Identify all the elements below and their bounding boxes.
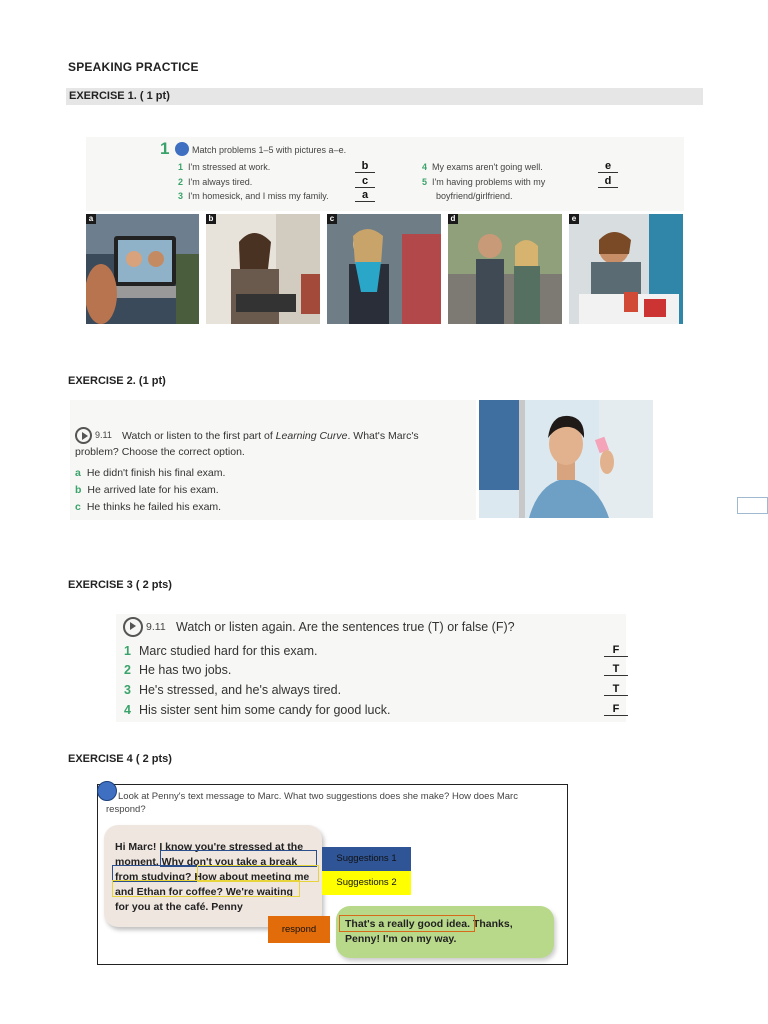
exercise-2-instruction-line-2: problem? Choose the correct option.	[75, 446, 245, 458]
exercise-1-item: 5 I'm having problems with my	[422, 177, 546, 187]
exercise-1-answer[interactable]: c	[355, 175, 375, 188]
picture-tag: e	[569, 214, 579, 224]
exercise-3-answer[interactable]: F	[604, 644, 628, 657]
suggestion-2-highlight	[112, 880, 300, 897]
exercise-2-heading: EXERCISE 2. (1 pt)	[68, 375, 166, 387]
exercise-3-answer[interactable]: T	[604, 663, 628, 676]
empty-text-box[interactable]	[737, 497, 768, 514]
stressed-office-worker-image	[206, 214, 320, 324]
suggestion-1-label: Suggestions 1	[322, 847, 411, 871]
exercise-3-answer[interactable]: T	[604, 683, 628, 696]
penny-message-text: Hi Marc! I know you're stressed at the moment. Why don't you take a break from studying? How about meeting me and Ethan for coffee? We're waiting for you at the café. Penny	[115, 841, 310, 913]
exercise-1-item: 3 I'm homesick, and I miss my family.	[178, 191, 329, 201]
picture-tag: c	[327, 214, 337, 224]
exercise-1-answer[interactable]: d	[598, 175, 618, 188]
video-still-marc	[479, 400, 653, 518]
tired-woman-on-train-image	[327, 214, 441, 324]
exercise-1-item: 1 I'm stressed at work.	[178, 162, 271, 172]
picture-tag: a	[86, 214, 96, 224]
exercise-1-heading-bar	[66, 88, 703, 105]
play-icon[interactable]	[75, 427, 92, 444]
student-stressed-over-exams-image	[569, 214, 683, 324]
exercise-1-item-continued: boyfriend/girlfriend.	[436, 191, 513, 201]
exercise-3-item: 3 He's stressed, and he's always tired.	[124, 683, 342, 697]
picture-a	[86, 214, 199, 324]
exercise-1-number: 1	[160, 139, 170, 158]
marc-reply-text: That's a really good idea. Thanks, Penny! I'm on my way.	[345, 918, 513, 945]
track-number: 9.11	[95, 430, 112, 440]
play-icon[interactable]	[123, 617, 143, 637]
exercise-1-instruction: Match problems 1–5 with pictures a–e.	[192, 145, 347, 155]
exercise-1-heading: EXERCISE 1. ( 1 pt)	[69, 90, 170, 102]
exercise-2-option[interactable]: a He didn't finish his final exam.	[75, 467, 226, 479]
track-number: 9.11	[146, 621, 166, 633]
arguing-couple-image	[448, 214, 562, 324]
picture-tag: b	[206, 214, 216, 224]
laptop-video-call-image	[86, 214, 199, 324]
picture-c	[327, 214, 441, 324]
exercise-1-item: 4 My exams aren't going well.	[422, 162, 543, 172]
exercise-2-option[interactable]: b He arrived late for his exam.	[75, 484, 219, 496]
suggestion-2-label: Suggestions 2	[322, 871, 411, 895]
exercise-1-answer[interactable]: a	[355, 189, 375, 202]
blue-dot-icon	[175, 142, 189, 156]
exercise-3-heading: EXERCISE 3 ( 2 pts)	[68, 579, 172, 591]
exercise-3-item: 2 He has two jobs.	[124, 663, 232, 677]
man-holding-candy-image	[479, 400, 653, 518]
exercise-1-answer[interactable]: e	[598, 160, 618, 173]
respond-label: respond	[268, 916, 330, 943]
picture-tag: d	[448, 214, 458, 224]
picture-b	[206, 214, 320, 324]
picture-e	[569, 214, 683, 324]
exercise-3-item: 1 Marc studied hard for this exam.	[124, 644, 318, 658]
exercise-4-instruction: Look at Penny's text message to Marc. What two suggestions does she make? How does Marc respond?	[106, 791, 518, 815]
page-title: SPEAKING PRACTICE	[68, 60, 199, 74]
exercise-3-instruction: Watch or listen again. Are the sentences true (T) or false (F)?	[176, 620, 515, 634]
exercise-1-item: 2 I'm always tired.	[178, 177, 253, 187]
exercise-4-heading: EXERCISE 4 ( 2 pts)	[68, 753, 172, 765]
picture-d	[448, 214, 562, 324]
exercise-3-item: 4 His sister sent him some candy for good luck.	[124, 703, 391, 717]
exercise-2-option[interactable]: c He thinks he failed his exam.	[75, 501, 222, 513]
exercise-1-answer[interactable]: b	[355, 160, 375, 173]
exercise-3-answer[interactable]: F	[604, 703, 628, 716]
response-highlight	[339, 915, 475, 932]
exercise-2-instruction-line-1: Watch or listen to the first part of Learning Curve. What's Marc's	[122, 430, 419, 442]
